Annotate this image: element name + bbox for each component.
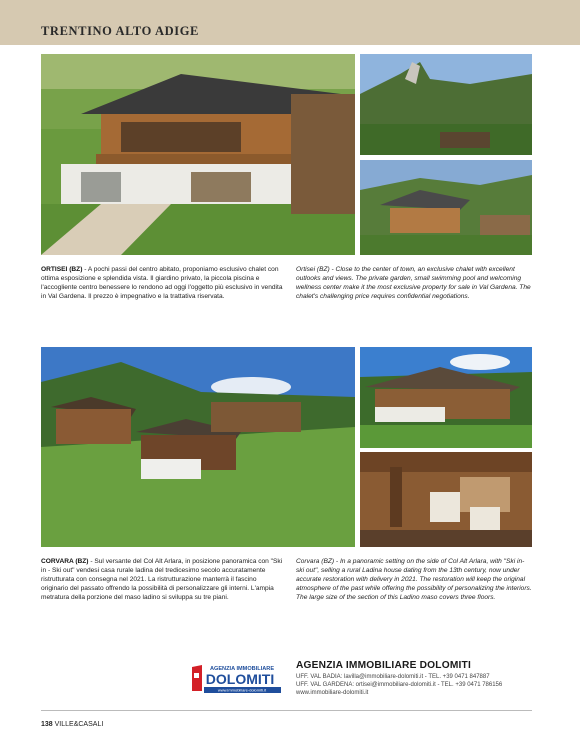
agency-logo (190, 664, 281, 694)
photo-ortisei-aerial (360, 160, 532, 255)
section-title: TRENTINO ALTO ADIGE (41, 24, 199, 38)
photo-ortisei-chalet (41, 54, 355, 255)
page-number: 138 (41, 721, 53, 728)
logo-top-text: AGENZIA IMMOBILIARE (209, 666, 275, 672)
page-footer (41, 721, 103, 728)
photo-corvara-interior (360, 452, 532, 547)
agency-name: AGENZIA IMMOBILIARE DOLOMITI (296, 660, 472, 671)
listing-corvara-it-text: - Sul versante del Col Alt Arlara, in posizione panoramica con "Ski in - Ski out" vendesi casa rurale ladina del tredicesimo secolo accuratamente ristrutturata con consegna nel 2021. La ristrutturazione manterrà il fascino originario del passato offrendo la possibilità di personalizzare gli interni. L'ampia metratura della porzione del maso ladino si sviluppa su tre piani. (41, 558, 283, 601)
logo-url-text: www.immobiliare-dolomiti.it (217, 687, 267, 693)
agency-website[interactable]: www.immobiliare-dolomiti.it (296, 690, 369, 696)
listing-corvara-en: Corvara (BZ) - In a panoramic setting on the side of Col Alt Arlara, with "Ski in-ski out", selling a rural Ladina house dating from the 13th century, now under accurate restoration with delivery in 2021. The restoration will keep the original atmosphere of the past while offering the possibility of personalizing the interiors. The large size of the section of this Ladino maso covers three floors. (296, 558, 532, 601)
logo-main-text: DOLOMITI (205, 671, 275, 687)
agency-contact-val-gardena: UFF. VAL GARDENA: ortisei@immobiliare-dolomiti.it - TEL. +39 0471 786156 (296, 682, 503, 688)
listing-ortisei-en: Ortisei (BZ) - Close to the center of town, an exclusive chalet with excellent outlooks and views. The private garden, small swimming pool and welcoming wellness center make it the most exclusive property for sale in Val Gardena. The chalet's challenging price requires confidential negotiations. (296, 266, 531, 300)
footer-divider (41, 710, 532, 711)
photo-corvara-maso (41, 347, 355, 547)
listing-ortisei-it-text: - A pochi passi del centro abitato, proponiamo esclusivo chalet con ottima esposizione e splendida vista. Il giardino privato, la piccola piscina e l'accogliente centro benessere lo rendono ad oggi l'oggetto più esclusivo in vendita in Val Gardena. Il prezzo è impegnativo e la trattativa riservata. (41, 266, 283, 300)
listing-corvara-place: CORVARA (BZ) (41, 558, 89, 565)
magazine-name: VILLE&CASALI (54, 721, 104, 728)
agency-contact-val-badia: UFF. VAL BADIA: lavilla@immobiliare-dolomiti.it - TEL. +39 0471 847887 (296, 674, 490, 680)
photo-corvara-exterior (360, 347, 532, 448)
photo-ortisei-mountains (360, 54, 532, 155)
listing-corvara-it (41, 558, 284, 603)
listing-ortisei-it (41, 266, 284, 302)
listing-ortisei-place: ORTISEI (BZ) (41, 266, 83, 273)
